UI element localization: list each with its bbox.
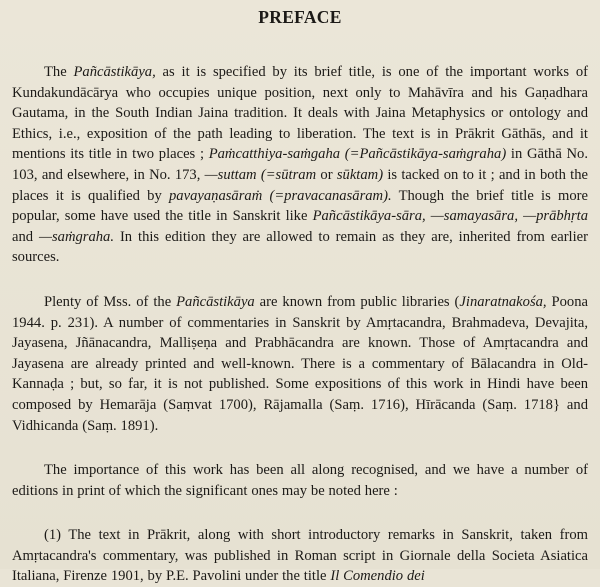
- text-run: and: [12, 228, 39, 245]
- text-run: Poona 1944. p. 231). A number of commentaries in Sanskrit by Amṛtacandra, Brahmadeva, Devajita, Jayasena, Jñānacandra, Malliṣeṇa and Prabhācandra are known. Those of Amṛtacandra and Jayasena are already printed and well-known. There is a commentary of Bālacandra in Old-Kannaḍa ; but, so far, it is not published. Some expositions of this work in Hindi have been composed by Hemarāja (Saṃvat 1700), Rājamalla (Saṃ. 1716), Hīrācanda (Saṃ. 1718} and Vidhicanda (Saṃ. 1891).: [12, 293, 588, 434]
- paragraph-4: [12, 525, 588, 587]
- text-run: as it is specified by its brief title, is one of the important works of Kundakundācārya who occupies unique position, next only to Mahāvīra and his Gaṇadhara Gautama, in the South Indian Jaina tradition. It deals with Jaina Metaphysics or ontology and Ethics, i.e., exposition of the path leading to liberation. The text is in Prākrit Gāthās, and it mentions its title in two places ;: [12, 64, 588, 163]
- text-run: The importance of this work has been all along recognised, and we have a number of editions in print of which the significant ones may be noted here :: [12, 462, 588, 499]
- text-run: Though the brief title is more popular, some have used the title in Sanskrit like: [12, 187, 589, 225]
- italic-run: Pañcāstikāya: [176, 293, 255, 310]
- italic-run: Pañcāstikāya,: [73, 64, 156, 80]
- page-title: PREFACE: [258, 7, 342, 27]
- paragraph-2: [12, 292, 588, 436]
- text-run: are known from public libraries (: [254, 293, 460, 310]
- text-run: in Gāthā No. 103, and elsewhere, in No. 173,: [12, 146, 588, 183]
- italic-run: Jinaratnakośa,: [459, 293, 547, 310]
- italic-run: pavayaṇasāraṁ (=pravacanasāram).: [169, 187, 392, 204]
- italic-run: —suttam (=sūtram: [204, 166, 317, 183]
- text-run: In this edition they are allowed to remain as they are, inherited from earlier sources.: [12, 228, 588, 266]
- italic-run: —saṁgraha.: [39, 228, 115, 245]
- italic-run: Il Comendio dei: [330, 568, 425, 585]
- text-run: is tacked on to it ; and in both the places it is qualified by: [12, 166, 589, 204]
- italic-run: Paṁcatthiya-saṁgaha (=Pañcāstikāya-saṁgraha): [208, 146, 507, 163]
- italic-run: Pañcāstikāya-sāra, —samayasāra, —prābhṛta: [312, 208, 588, 225]
- italic-run: sūktam): [336, 166, 384, 183]
- text-run: or: [316, 166, 337, 183]
- paragraph-3: [12, 460, 588, 501]
- text-run: The: [44, 64, 74, 80]
- paragraph-1: [12, 62, 588, 268]
- text-run: (1) The text in Prākrit, along with short introductory remarks in Sanskrit, taken from Amṛtacandra's commentary, was published in Roman script in Giornale della Societa Asiatica Italiana, Firenze 1901, by P.E. Pavolini under the title: [12, 527, 588, 585]
- text-run: Plenty of Mss. of the: [44, 293, 177, 310]
